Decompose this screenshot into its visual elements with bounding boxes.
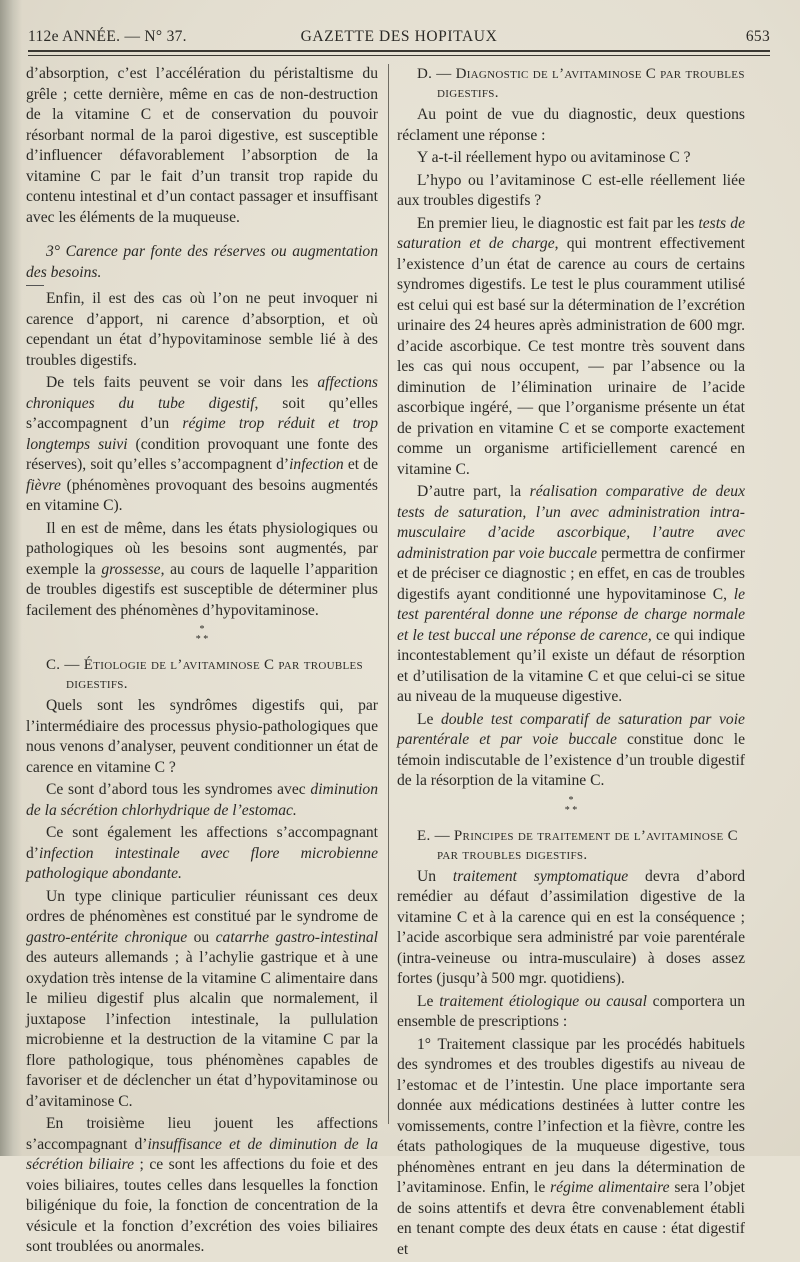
column-divider <box>388 64 389 1124</box>
paragraph: Ce sont également les affections s’accompagnant d’infection intestinale avec flore microbienne pathologique abondante. <box>26 824 378 882</box>
paragraph: Le double test comparatif de saturation par voie parentérale et par voie buccale constitue donc le témoin indiscutable de l’existence d’un trouble digestif de la résorption de la vitamine C. <box>397 710 745 789</box>
paragraph: Quels sont les syndrômes digestifs qui, par l’intermédiaire des processus physio-pathologiques que nous venons d’analyser, peuvent conditionner un état de carence en vitamine C ? <box>26 697 378 776</box>
section-heading-d: D. — Diagnostic de l’avitaminose C par troubles digestifs. <box>417 66 745 101</box>
paragraph: Le traitement étiologique ou causal comportera un ensemble de prescriptions : <box>397 992 745 1030</box>
paragraph: Enfin, il est des cas où l’on ne peut invoquer ni carence d’apport, ni carence d’absorption, et où cependant un état d’hypovitaminose semble lié à des troubles digestifs. <box>26 290 378 369</box>
header-rule-thin <box>28 55 770 56</box>
small-rule <box>26 285 44 287</box>
page-number: 653 <box>745 28 770 45</box>
right-column <box>397 64 745 1262</box>
paragraph: Un traitement symptomatique devra d’abord remédier au défaut d’assimilation digestive de la vitamine C et à la carence qui en est la conséquence ; l’acide ascorbique sera administré par voie parentérale (intra-veineuse ou intra-musculaire) à doses assez fortes (jusqu’à 500 mgr. quotidiens). <box>397 867 745 987</box>
subheading: 3° Carence par fonte des réserves ou augmentation des besoins. <box>26 243 378 281</box>
paragraph: L’hypo ou l’avitaminose C est-elle réellement liée aux troubles digestifs ? <box>397 171 745 209</box>
journal-title: GAZETTE DES HOPITAUX <box>300 28 498 45</box>
paragraph: Un type clinique particulier réunissant ces deux ordres de phénomènes est constitué par le syndrome de gastro-entérite chronique ou catarrhe gastro-intestinal des auteurs allemands ; à l’achylie gastrique et à une oxydation très intense de la vitamine C alimentaire dans le milieu digestif plus alcalin que normalement, il juxtapose l’infection intestinale, la pullulation microbienne et la destruction de la vitamine C par la flore pathologique, tous phénomènes capables de favoriser et de déclencher un état d’hypovitaminose ou d’avitaminose C. <box>26 887 379 1110</box>
section-heading-e: E. — Principes de traitement de l’avitaminose C par troubles digestifs. <box>417 827 738 863</box>
paragraph: 1° Traitement classique par les procédés habituels des syndromes et des troubles digestifs au niveau de l’estomac et de l’intestin. Une place importante sera donnée aux médications destinées à lutter contre les vomissements, contre l’infection et la fièvre, contre les états pathologiques de la muqueuse digestive, tous phénomènes entrant en jeu dans la détermination de l’avitaminose. Enfin, le régime alimentaire sera l’objet de soins attentifs et devra être convenablement établi en tenant compte des deux états en cause : état digestif et <box>397 1035 746 1258</box>
paragraph: De tels faits peuvent se voir dans les affections chroniques du tube digestif, soit qu’elles s’accompagnent d’un régime trop réduit et trop longtemps suivi (condition provoquant une fonte des réserves), soit qu’elles s’accompagnent d’infection et de fièvre (phénomènes provoquant des besoins augmentés en vitamine C). <box>26 374 378 514</box>
paragraph: Y a-t-il réellement hypo ou avitaminose C ? <box>417 149 691 166</box>
page-edge-shadow <box>0 0 22 1156</box>
section-heading-c: C. — Étiologie de l’avitaminose C par troubles digestifs. <box>46 657 363 692</box>
paragraph: Ce sont d’abord tous les syndromes avec diminution de la sécrétion chlorhydrique de l’estomac. <box>26 781 378 819</box>
header-rule-thick <box>28 50 770 52</box>
paragraph: D’autre part, la réalisation comparative de deux tests de saturation, l’un avec administration intra-musculaire d’acide ascorbique, l’autre avec administration par voie buccale permettra de confirmer et de préciser ce diagnostic ; en effet, en cas de troubles digestifs ayant conditionné une hypovitaminose C, le test parentéral donne une réponse de charge normale et le test buccal une réponse de carence, ce qui indique incontestablement qu’il existe un défaut de résorption et d’utilisation de la vitamine C et que celui-ci se situe au niveau de la muqueuse digestive. <box>397 483 746 705</box>
paragraph: En troisième lieu jouent les affections s’accompagnant d’insuffisance et de diminution de la sécrétion biliaire ; ce sont les affections du foie et des voies biliaires, toutes celles dans lesquelles la fonction biligénique du foie, la fonction de concentration de la vésicule et la fonction d’excrétion des voies biliaires sont troublées ou anormales. <box>26 1115 378 1255</box>
asterism: * * * <box>564 794 578 816</box>
left-column <box>26 64 378 1260</box>
issue-number: 112e ANNÉE. — N° 37. <box>28 28 187 45</box>
paragraph: Il en est de même, dans les états physiologiques ou pathologiques où les besoins sont augmentés, par exemple la grossesse, au cours de laquelle l’apparition de troubles digestifs est susceptible de déterminer plus facilement des phénomènes d’hypovitaminose. <box>26 519 378 619</box>
running-header <box>28 28 770 50</box>
paragraph: En premier lieu, le diagnostic est fait par les tests de saturation et de charge, qui montrent effectivement l’existence d’un état de carence au cours de certains syndromes digestifs. Le test le plus couramment utilisé est celui qui est basé sur la détermination de l’excrétion urinaire des 24 heures après administration de 600 mgr. d’acide ascorbique. Ce test montre très souvent dans les cas qui nous occupent, — par l’absence ou la diminution de l’élimination urinaire de l’acide ascorbique ingéré, — que l’organisme présente un état de privation en vitamine C et se comporte exactement comme un organisme artificiellement carencé en vitamine C. <box>397 214 746 478</box>
paragraph: d’absorption, c’est l’accélération du péristaltisme du grêle ; cette dernière, même en cas de non-destruction de la vitamine C et de conservation du pouvoir résorbant normal de la paroi digestive, est susceptible d’influencer défavorablement l’absorption de la vitamine C par le fait d’un transit trop rapide du contenu intestinal et d’un contact passager et insuffisant avec les éléments de la muqueuse. <box>26 65 378 226</box>
asterism: * * * <box>195 624 209 645</box>
paragraph: Au point de vue du diagnostic, deux questions réclament une réponse : <box>397 106 745 144</box>
